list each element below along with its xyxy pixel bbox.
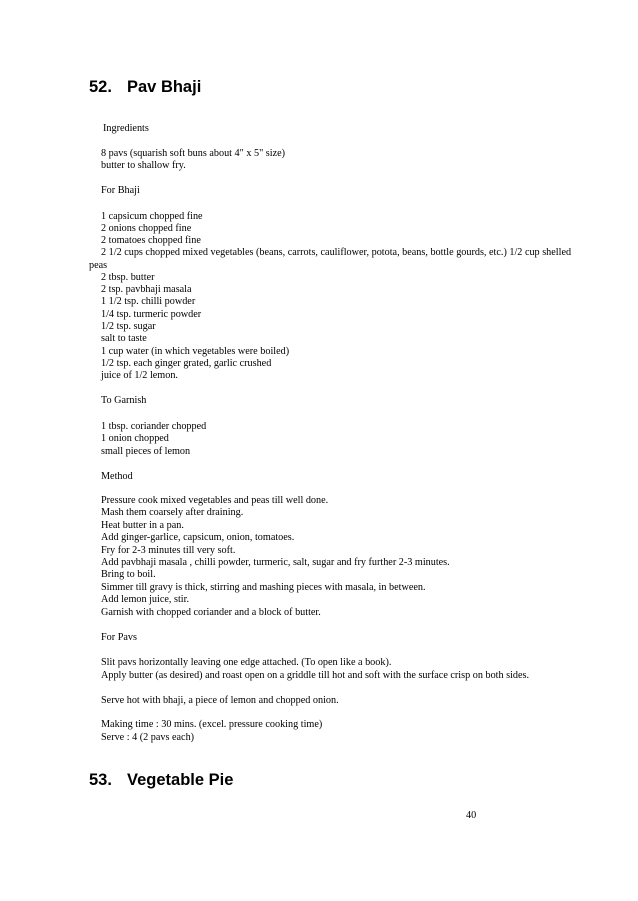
- ingredient-line: 1/4 tsp. turmeric powder: [101, 309, 202, 320]
- ingredient-line: 1 cup water (in which vegetables were boiled): [101, 346, 290, 357]
- section-label-for-bhaji: For Bhaji: [101, 185, 140, 196]
- ingredient-line: 1 capsicum chopped fine: [101, 211, 203, 222]
- method-step: Add pavbhaji masala , chilli powder, turmeric, salt, sugar and fry further 2-3 minutes.: [101, 557, 450, 568]
- recipe-number: 52.: [89, 78, 112, 96]
- recipe-number: 53.: [89, 771, 112, 789]
- recipe-heading-52: [89, 78, 201, 97]
- ingredient-line: 2 tsp. pavbhaji masala: [101, 284, 192, 295]
- recipe-heading-53: [89, 771, 233, 790]
- ingredient-line: juice of 1/2 lemon.: [101, 370, 178, 381]
- ingredient-line: 2 tbsp. butter: [101, 272, 155, 283]
- ingredient-line: 1/2 tsp. sugar: [101, 321, 156, 332]
- recipe-title: Pav Bhaji: [127, 78, 202, 96]
- method-step: Add ginger-garlice, capsicum, onion, tomatoes.: [101, 532, 295, 543]
- section-label-method: Method: [101, 471, 133, 482]
- method-step: Pressure cook mixed vegetables and peas till well done.: [101, 495, 329, 506]
- ingredient-line: salt to taste: [101, 333, 147, 344]
- section-label-to-garnish: To Garnish: [101, 395, 147, 406]
- garnish-line: 1 tbsp. coriander chopped: [101, 421, 207, 432]
- pav-step: Apply butter (as desired) and roast open on a griddle till hot and soft with the surface crisp on both sides.: [101, 670, 530, 681]
- method-step: Mash them coarsely after draining.: [101, 507, 244, 518]
- section-label-ingredients: Ingredients: [103, 123, 149, 134]
- method-step: Garnish with chopped coriander and a block of butter.: [101, 607, 321, 618]
- method-step: Add lemon juice, stir.: [101, 594, 189, 605]
- page-number: 40: [466, 810, 477, 821]
- serves: Serve : 4 (2 pavs each): [101, 732, 195, 743]
- method-step: Simmer till gravy is thick, stirring and mashing pieces with masala, in between.: [101, 582, 426, 593]
- ingredient-line: butter to shallow fry.: [101, 160, 186, 171]
- section-label-for-pavs: For Pavs: [101, 632, 137, 643]
- method-step: Fry for 2-3 minutes till very soft.: [101, 545, 236, 556]
- ingredient-line: 1 1/2 tsp. chilli powder: [101, 296, 196, 307]
- ingredient-line: 1/2 tsp. each ginger grated, garlic crushed: [101, 358, 272, 369]
- ingredient-line: 2 tomatoes chopped fine: [101, 235, 201, 246]
- making-time: Making time : 30 mins. (excel. pressure cooking time): [101, 719, 323, 730]
- recipe-title: Vegetable Pie: [127, 771, 234, 789]
- garnish-line: small pieces of lemon: [101, 446, 191, 457]
- ingredient-line-wrap: peas: [89, 260, 108, 271]
- garnish-line: 1 onion chopped: [101, 433, 169, 444]
- ingredient-line: 2 onions chopped fine: [101, 223, 192, 234]
- method-step: Heat butter in a pan.: [101, 520, 184, 531]
- ingredient-line: 8 pavs (squarish soft buns about 4" x 5" size): [101, 148, 286, 159]
- method-step: Bring to boil.: [101, 569, 156, 580]
- serving-note: Serve hot with bhaji, a piece of lemon and chopped onion.: [101, 695, 339, 706]
- pav-step: Slit pavs horizontally leaving one edge attached. (To open like a book).: [101, 657, 392, 668]
- ingredient-line: 2 1/2 cups chopped mixed vegetables (beans, carrots, cauliflower, potota, beans, bottle gourds, etc.) 1/2 cup shelled: [101, 247, 572, 258]
